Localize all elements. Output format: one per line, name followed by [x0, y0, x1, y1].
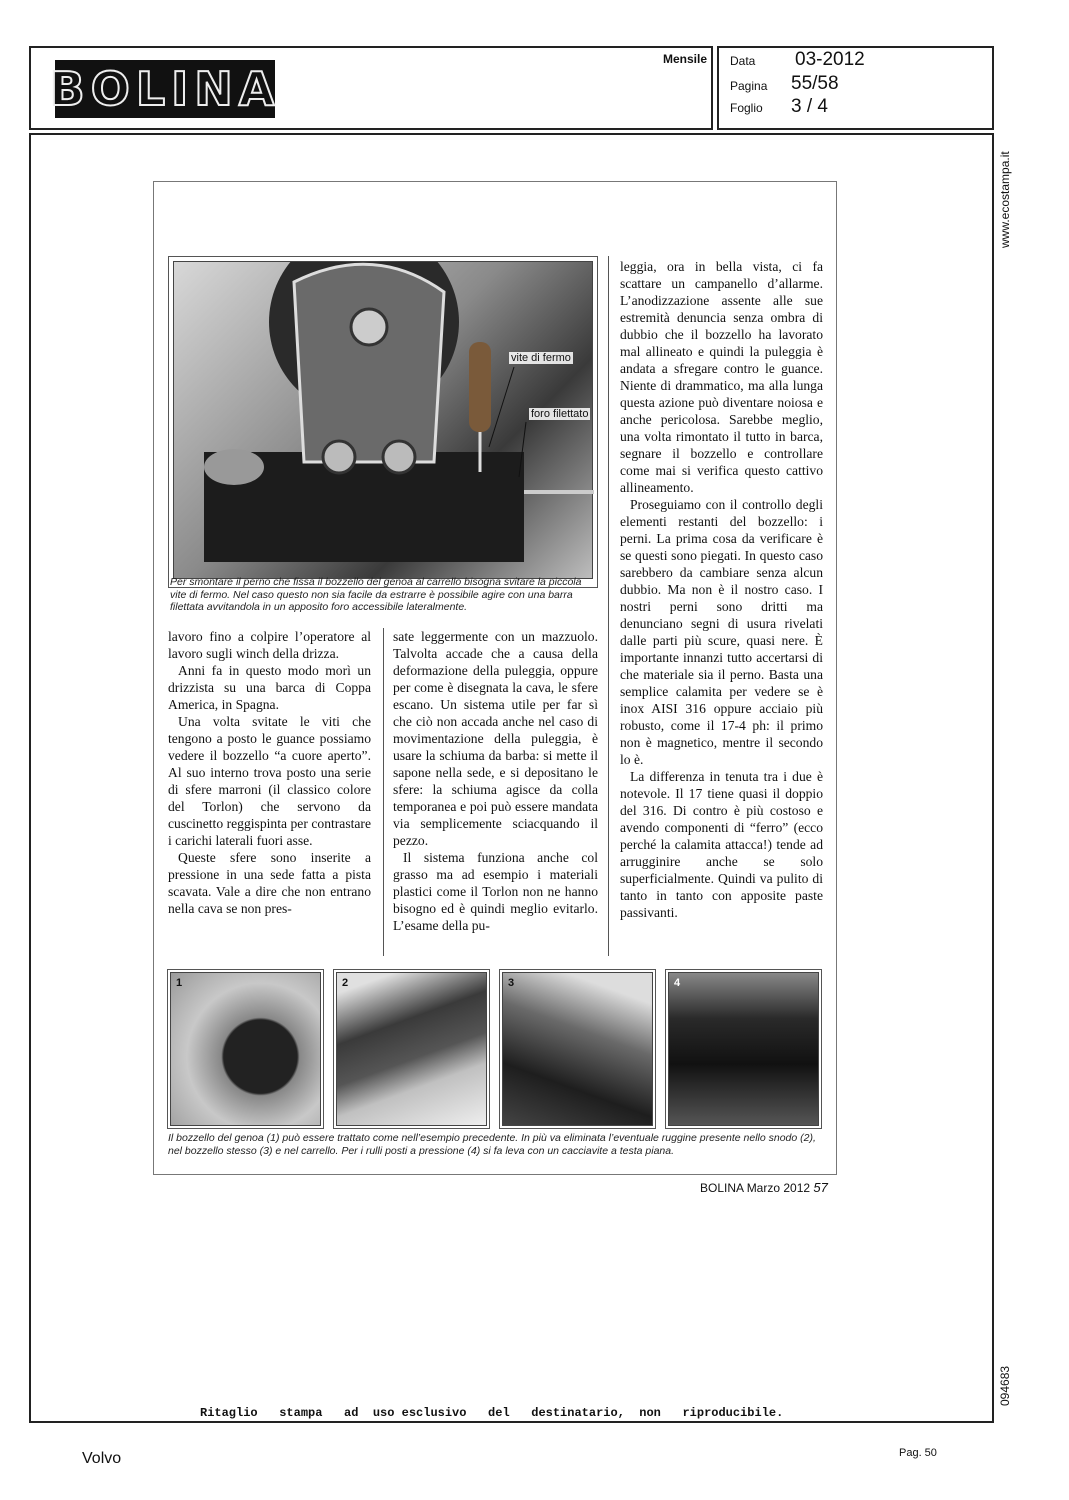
col3-p2: Proseguiamo con il controllo degli elementi restanti del bozzello: i perni. La prima cosa da verificare è se questi sono piegati. In questo caso sarebbero da cambiare senza alcun dubbio. Ma non è il nostro caso. I nostri perni sono dritti ma denunciano segni di usura rivelati dalle parti più scure, quasi nere. È importante innanzi tutto accertarsi di che materiale sia il perno. Basta una semplice calamita per vedere se è inox AISI 316 oppure acciaio più robusto, come il 17-4 ph: il primo non è magnetico, mentre il secondo lo è. — [620, 497, 823, 767]
magazine-footer — [700, 1180, 828, 1195]
col1-p3: Una volta svitate le viti che tengono a posto le guance possiamo vedere il bozzello “a cuore aperto”. Al suo interno trova posto una serie di sfere marroni (il classico colore del Torlon) che servono da cuscinetto reggispinta per contrastare i carichi laterali fuori asse. — [168, 714, 371, 848]
photo-4-number: 4 — [674, 977, 681, 989]
periodicity: Mensile — [663, 52, 708, 66]
bottom-photos-caption: Il bozzello del genoa (1) può essere trattato come nell’esempio precedente. In più va eliminata l’eventuale ruggine presente nello snodo (2), nel bozzello stesso (3) e nel carrello. Per i rulli posti a pressione (4) si fa leva con un cacciavite a testa piana. — [168, 1132, 816, 1157]
label-foro-filettato: foro filettato — [531, 408, 589, 420]
photo-1-frame — [167, 969, 324, 1129]
pagina-value: 55/58 — [791, 73, 839, 94]
col2-p2: Il sistema funziona anche col grasso ma ad esempio i materiali plastici come il Torlon non ne hanno bisogno ed è quindi meglio evitarlo. L’esame della pu- — [393, 850, 598, 933]
page-number: Pag. 50 — [899, 1447, 937, 1459]
block-photo — [173, 261, 593, 579]
photo-3 — [502, 972, 653, 1126]
photo-3-number: 3 — [508, 977, 515, 989]
data-value: 03-2012 — [795, 49, 865, 70]
photo-4-frame — [665, 969, 822, 1129]
photo-2-number: 2 — [342, 977, 349, 989]
website-vertical: www.ecostampa.it — [998, 151, 1012, 248]
col1-p1: lavoro fino a colpire l’operatore al lavoro sugli winch della drizza. — [168, 629, 371, 661]
cheek-plate — [294, 264, 444, 462]
photo-2-frame — [333, 969, 490, 1129]
photo-1-number: 1 — [176, 977, 183, 989]
photo-4 — [668, 972, 819, 1126]
roller-left — [323, 441, 355, 473]
col1-p4: Queste sfere sono inserite a pressione in una sede fatta a pista scavata. Vale a dire che non entrano nella cava se non pres- — [168, 850, 371, 916]
column-2 — [393, 628, 598, 934]
column-1 — [168, 628, 371, 917]
magazine-issue: BOLINA Marzo 2012 — [700, 1181, 811, 1195]
column-rule-2 — [608, 256, 609, 956]
col1-p2: Anni fa in questo modo morì un drizzista su una barca di Coppa America, in Spagna. — [168, 663, 371, 712]
col3-p3: La differenza in tenuta tra i due è notevole. Il 17 tiene quasi il doppio del 316. Di contro è più costoso e avendo componenti di “ferro” (ecco perché la calamita attacca!) tende ad arrugginire anche se solo superficialmente. Quindi va pulito di tanto in tanto con apposite paste passivanti. — [620, 769, 823, 920]
photo-1 — [170, 972, 321, 1126]
tool-handle — [469, 342, 491, 432]
pagina-label: Pagina — [730, 79, 768, 93]
photo-3-frame — [499, 969, 656, 1129]
foglio-value: 3 / 4 — [791, 96, 828, 117]
label-vite-di-fermo: vite di fermo — [511, 352, 571, 364]
photo-2 — [336, 972, 487, 1126]
roller-right — [383, 441, 415, 473]
bolina-logo: BOLINA — [49, 62, 281, 116]
client-name: Volvo — [82, 1450, 122, 1467]
top-photo-frame — [168, 256, 598, 588]
ritaglio-notice: Ritaglio stampa ad uso esclusivo del destinatario, non riproducibile. — [200, 1406, 784, 1420]
pin-head — [351, 309, 387, 345]
article-clipping — [153, 181, 837, 1175]
column-3 — [620, 258, 823, 921]
top-photo-caption: Per smontare il perno che fissa il bozzello del genoa al carrello bisogna svitare la piccola vite di fermo. Nel caso questo non sia facile da estrarre è possibile agire con una barra filettata avvitandola in un apposito foro accessibile lateralmente. — [170, 576, 582, 613]
column-rule-1 — [383, 628, 384, 956]
foglio-label: Foglio — [730, 101, 763, 115]
block-illustration — [174, 262, 594, 580]
data-label: Data — [730, 54, 756, 68]
code-vertical: 094683 — [998, 1365, 1012, 1406]
cam-lever — [204, 449, 264, 485]
col3-p1: leggia, ora in bella vista, ci fa scattare un campanello d’allarme. L’anodizzazione assente alle sue estremità denuncia senza ombra di dubbio che il bozzello ha lavorato mal allineato e quindi la puleggia è andata a sfregare contro le guance. Niente di drammatico, ma alla lunga questa azione può diventare noiosa e anche pericolosa. Sarebbe meglio, una volta rimontato il tutto in barca, segnare il bozzello e controllare come mai si verifica questo cattivo allineamento. — [620, 259, 823, 495]
leader-screw — [489, 367, 514, 447]
magazine-page-number: 57 — [813, 1180, 828, 1195]
col2-p1: sate leggermente con un mazzuolo. Talvolta accade che a causa della deformazione della puleggia, oppure per come è disegnata la cava, le sfere escano. Un sistema utile per far sì che ciò non accada anche nel caso di movimentazione della puleggia, è usare la schiuma da barba: si mette il sapone nella sede, e si depositano le sfere: la schiuma agisce da colla temporanea e poi può essere mandata via semplicemente sciacquando il pezzo. — [393, 629, 598, 848]
